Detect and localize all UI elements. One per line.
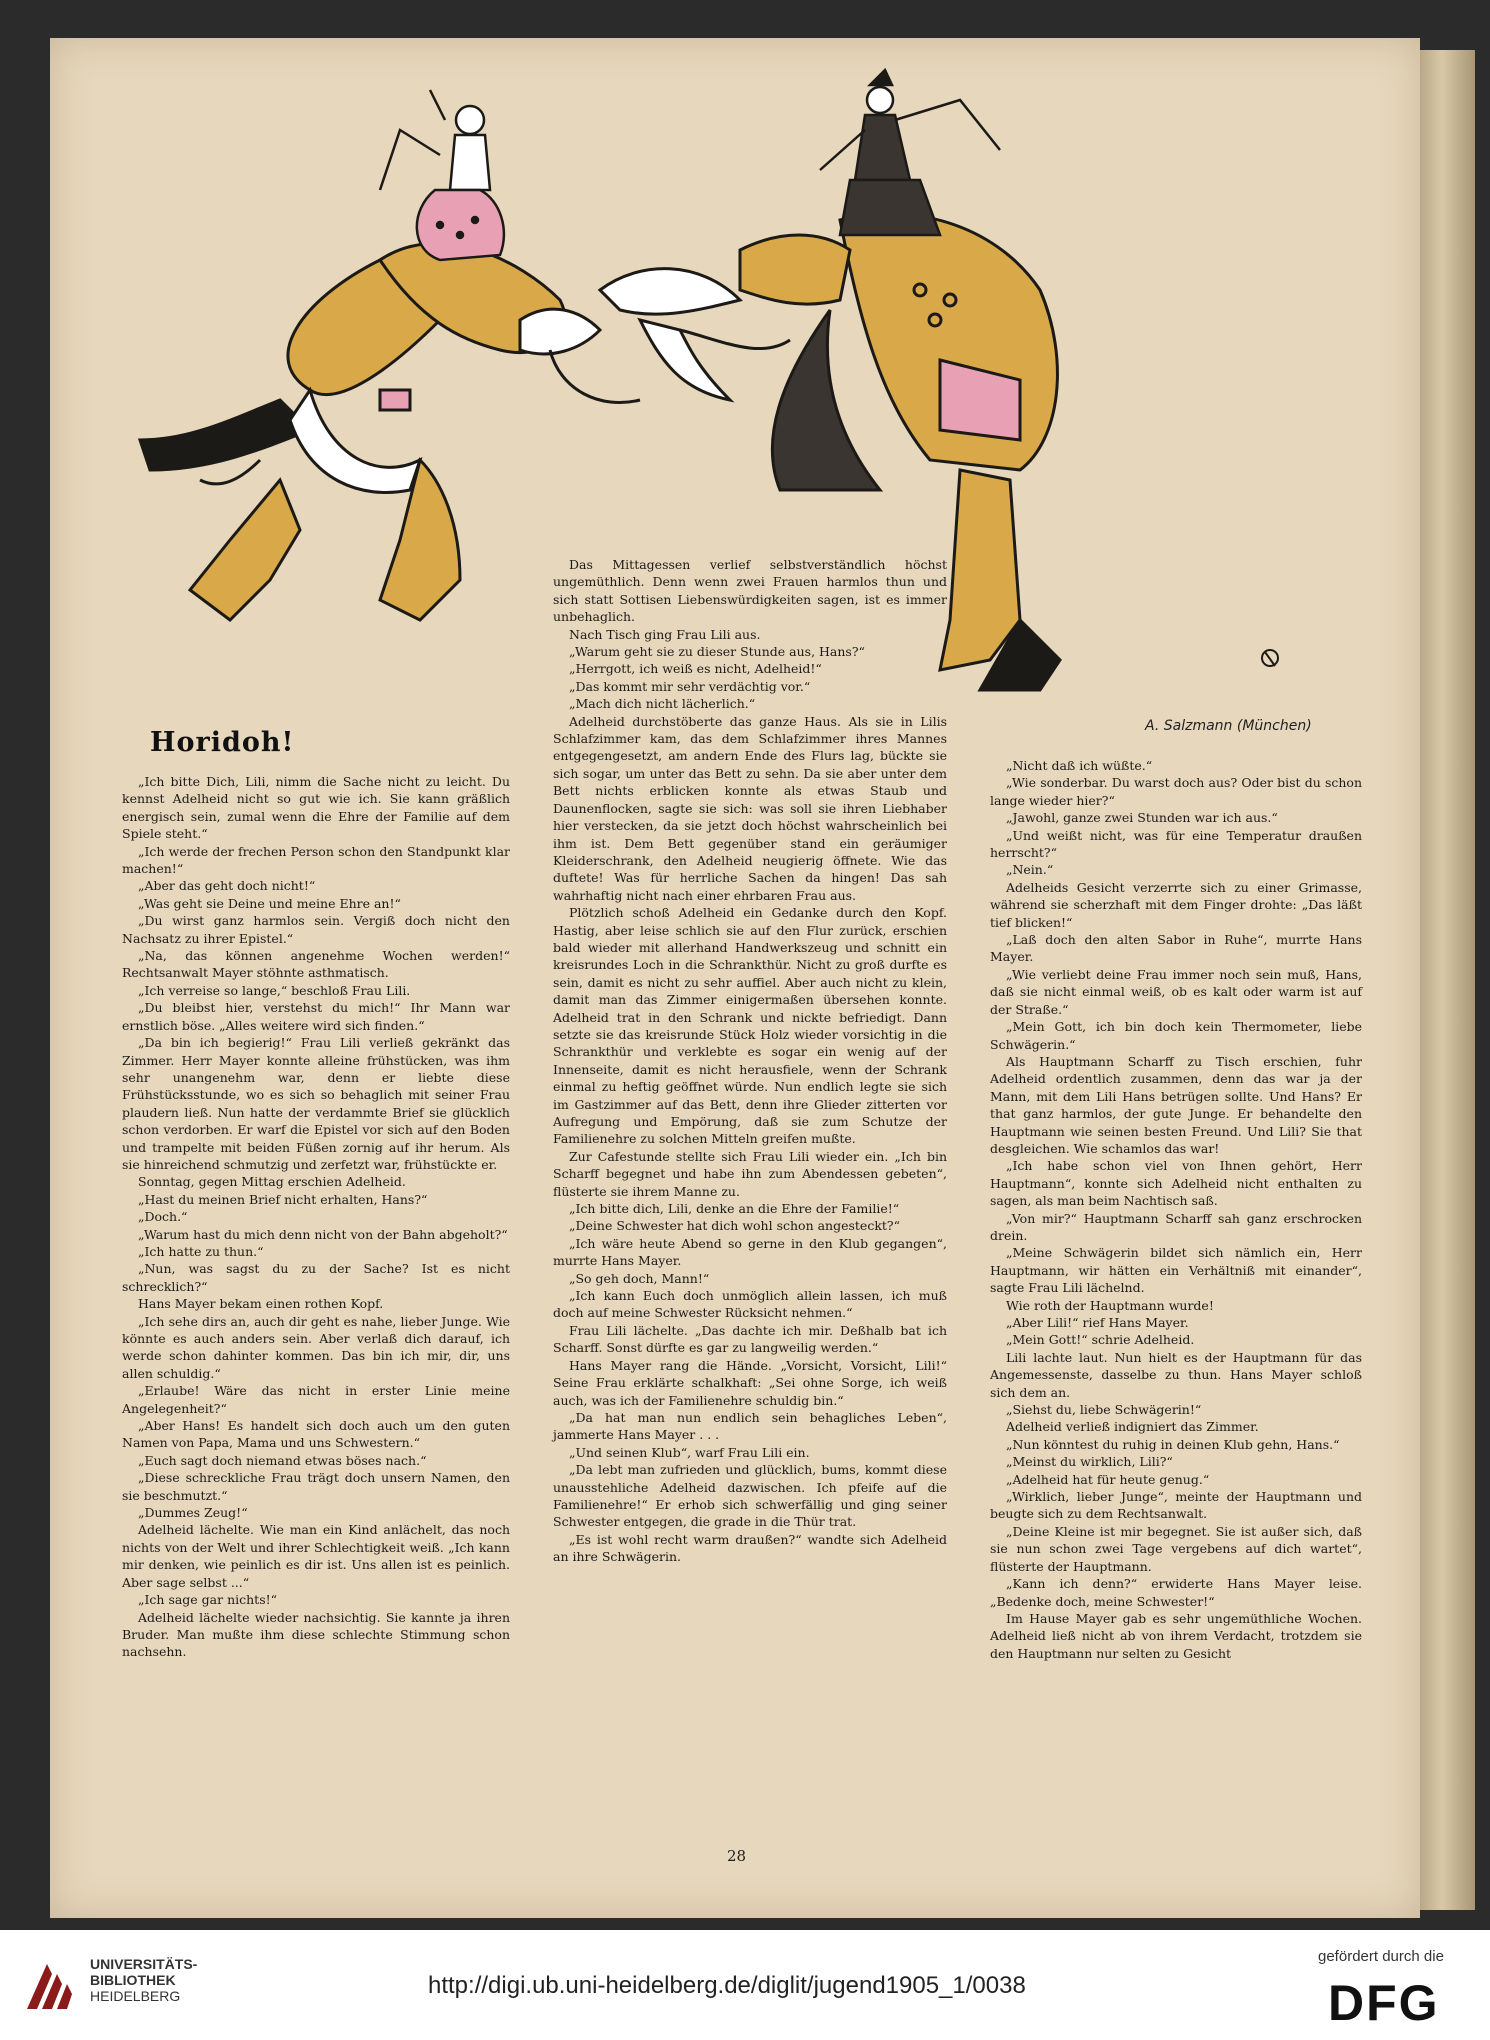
paragraph: „Nein.“ [1006, 862, 1054, 878]
paragraph: „Mein Gott, ich bin doch kein Thermometer, liebe Schwägerin.“ [990, 1019, 1362, 1052]
paragraph: „Adelheid hat für heute genug.“ [1006, 1471, 1210, 1487]
paragraph: „Deine Schwester hat dich wohl schon angesteckt?“ [569, 1218, 901, 1234]
paragraph: „Aber Lili!“ rief Hans Mayer. [1006, 1315, 1189, 1330]
paragraph: „Mach dich nicht lächerlich.“ [569, 696, 756, 712]
university-library-name [90, 1956, 197, 2004]
adjacent-page-edge [1420, 50, 1475, 1910]
paragraph: „Von mir?“ Hauptmann Scharff sah ganz erschrocken drein. [990, 1210, 1362, 1243]
paragraph: „Warum hast du mich denn nicht von der Bahn abgeholt?“ [138, 1226, 508, 1242]
paragraph: „Jawohl, ganze zwei Stunden war ich aus.“ [1006, 810, 1278, 826]
paragraph: „Nicht daß ich wüßte.“ [1006, 758, 1153, 773]
paragraph: Wie roth der Hauptmann wurde! [1006, 1297, 1214, 1313]
paragraph: „Da hat man nun endlich sein behagliches Leben“, jammerte Hans Mayer . . . [553, 1409, 947, 1443]
paragraph: „Laß doch den alten Sabor in Ruhe“, murrte Hans Mayer. [990, 932, 1362, 965]
paragraph: „Ich verreise so lange,“ beschloß Frau Lili. [138, 982, 411, 998]
left-male-figure [140, 243, 565, 620]
paragraph: „Und seinen Klub“, warf Frau Lili ein. [569, 1444, 810, 1460]
paragraph: Im Hause Mayer gab es sehr ungemüthliche Wochen. Adelheid ließ nicht ab von ihrem Verdacht, trotzdem sie den Hauptmann nur selten zu Gesicht [990, 1610, 1362, 1661]
paragraph: „Ich wäre heute Abend so gerne in den Klub gegangen“, murrte Hans Mayer. [553, 1235, 947, 1269]
paragraph: „Wie sonderbar. Du warst doch aus? Oder bist du schon lange wieder hier?“ [990, 775, 1362, 808]
dfg-logo: DFG [1328, 1975, 1440, 2031]
paragraph: Nach Tisch ging Frau Lili aus. [569, 626, 761, 642]
library-name-line-2: BIBLIOTHEK [90, 1972, 176, 1988]
paragraph: Das Mittagessen verlief selbstverständlich höchst ungemüthlich. Denn wenn zwei Frauen harmlos thun und sich statt Sottisen Liebenswürdigkeiten sagen, ist es immer unbehaglich. [553, 557, 947, 625]
paragraph: „So geh doch, Mann!“ [569, 1270, 710, 1286]
paragraph: „Kann ich denn?“ erwiderte Hans Mayer leise. „Bedenke doch, meine Schwester!“ [990, 1576, 1362, 1609]
paragraph: „Ich habe schon viel von Ihnen gehört, Herr Hauptmann“, konnte sich Adelheid nicht enthalten zu sagen, als man beim Nachtisch saß. [990, 1158, 1362, 1209]
funding-label: gefördert durch die [1318, 1948, 1444, 1965]
paragraph: „Ich kann Euch doch unmöglich allein lassen, ich muß doch auf meine Schwester Rücksicht nehmen.“ [553, 1288, 947, 1321]
paragraph: „Wie verliebt deine Frau immer noch sein muß, Hans, daß sie nicht einmal weiß, ob es kalt oder warm ist auf der Straße.“ [990, 966, 1362, 1017]
text-column-1 [122, 773, 510, 1661]
library-name-line-1: UNIVERSITÄTS- [90, 1956, 198, 1972]
paragraph: Plötzlich schoß Adelheid ein Gedanke durch den Kopf. Hastig, aber leise schlich sie auf den Flur zurück, erschien bald wieder mit allerhand Handwerkszeug und schnitt ein kreisrundes Loch in die Schrankthür. Nicht zu groß durfte es sein, damit es nicht zu sehr auffiel. Aber auch nicht zu klein, damit man das Zimmer einigermaßen übersehen konnte. Adelheid trat in den Schrank und nickte befriedigt. Dann setzte sie das kreisrunde Stück Holz wieder vorsichtig in die Schrankthür und verklebte es sogar ein wenig auf der Innenseite, damit es nicht herausfiele, wenn der Schrank einmal zu heftig geöffnet würde. Nun endlich legte sie sich im Gastzimmer auf das Bett, denn ihre Glieder zitterten vor Aufregung und Empörung, daß sie zum Schutze der Familienehre zu solchen Mitteln greifen mußte. [553, 905, 947, 1147]
article-title: Horidoh! [150, 727, 295, 758]
paragraph: „Dummes Zeug!“ [138, 1505, 248, 1521]
paragraph: Adelheid verließ indigniert das Zimmer. [1006, 1419, 1259, 1435]
university-library-logo-icon [22, 1954, 82, 2014]
paragraph: „Euch sagt doch niemand etwas böses nach.“ [138, 1452, 427, 1468]
paragraph: „Da bin ich begierig!“ Frau Lili verließ gekränkt das Zimmer. Herr Mayer konnte alleine frühstücken, was ihm sehr unangenehm war, denn er liebte diese Frühstücksstunde, wo es sich so behaglich mit seiner Frau plaudern ließ. Nun hatte der verdammte Brief sie glücklich schon verdorben. Er warf die Epistel vor sich auf den Boden und trampelte mit beiden Füßen zornig auf ihr herum. Als sie hinreichend schmutzig und zerfetzt war, frühstückte er. [122, 1035, 510, 1172]
digitization-footer [0, 1930, 1490, 2040]
paragraph: „Wirklich, lieber Junge“, meinte der Hauptmann und beugte sich zu dem Rechtsanwalt. [990, 1489, 1362, 1522]
paragraph: „Nun könntest du ruhig in deinen Klub gehn, Hans.“ [1006, 1436, 1340, 1452]
digitization-url[interactable]: http://digi.ub.uni-heidelberg.de/diglit/jugend1905_1/0038 [428, 1972, 1026, 1999]
paragraph: „Ich bitte Dich, Lili, nimm die Sache nicht zu leicht. Du kennst Adelheid nicht so gut wie ich. Sie kann gräßlich energisch sein, zumal wenn die Ehre der Familie auf dem Spiele steht.“ [122, 774, 510, 842]
paragraph: „Es ist wohl recht warm draußen?“ wandte sich Adelheid an ihre Schwägerin. [553, 1531, 947, 1565]
paragraph: „Diese schreckliche Frau trägt doch unsern Namen, den sie beschmutzt.“ [122, 1470, 510, 1503]
paragraph: „Siehst du, liebe Schwägerin!“ [1006, 1402, 1202, 1418]
paragraph: Adelheid durchstöberte das ganze Haus. Als sie in Lilis Schlafzimmer kam, das dem Schlafzimmer ihres Mannes entgegengesetzt, am andern Ende des Flurs lag, bückte sie sich sogar, um unter das Bett zu sehn. Da sie aber unter dem Bett nichts erblicken konnte als etwas Staub und Daunenflocken, sagte sie sich: was soll sie ihren Liebhaber hier verstecken, da sie jetzt doch höchst wahrscheinlich bei ihm ist. Dem Bett gegenüber stand ein geräumiger Kleiderschrank, den Adelheid neugierig öffnete. Wie das duftete! Was für herrliche Sachen da hingen! Das sah wahrhaftig nicht nach einer ehrbaren Frau aus. [553, 713, 947, 903]
paragraph: „Na, das können angenehme Wochen werden!“ Rechtsanwalt Mayer stöhnte asthmatisch. [122, 948, 510, 981]
right-female-figure [820, 70, 1000, 235]
left-female-figure [380, 90, 504, 260]
paragraph: „Ich sage gar nichts!“ [138, 1592, 278, 1608]
paragraph: „Deine Kleine ist mir begegnet. Sie ist außer sich, daß sie nun schon zwei Tage vergebens auf dich wartet“, flüsterte der Hauptmann. [990, 1523, 1362, 1574]
paragraph: „Hast du meinen Brief nicht erhalten, Hans?“ [138, 1191, 428, 1207]
paragraph: „Ich hatte zu thun.“ [138, 1243, 264, 1259]
paragraph: „Aber das geht doch nicht!“ [138, 878, 316, 894]
paragraph: Adelheid lächelte wieder nachsichtig. Sie kannte ja ihren Bruder. Man mußte ihm diese schlechte Stimmung schon nachsehn. [122, 1609, 510, 1660]
paragraph: Lili lachte laut. Nun hielt es der Hauptmann für das Angemessenste, dasselbe zu thun. Hans Mayer schloß sich dem an. [990, 1349, 1362, 1400]
paragraph: „Meinst du wirklich, Lili?“ [1006, 1454, 1173, 1470]
page-number: 28 [727, 1847, 747, 1865]
paragraph: „Aber Hans! Es handelt sich doch auch um den guten Namen von Papa, Mama und uns Schwestern.“ [122, 1418, 510, 1451]
paragraph: „Erlaube! Wäre das nicht in erster Linie meine Angelegenheit?“ [122, 1383, 510, 1416]
paragraph: „Und weißt nicht, was für eine Temperatur draußen herrscht?“ [990, 827, 1362, 861]
paragraph: „Du bleibst hier, verstehst du mich!“ Ihr Mann war ernstlich böse. „Alles weitere wird sich finden.“ [122, 1000, 510, 1033]
text-column-2 [553, 556, 947, 1566]
paragraph: „Du wirst ganz harmlos sein. Vergiß doch nicht den Nachsatz zu ihrer Epistel.“ [122, 913, 510, 946]
paragraph: „Ich werde der frechen Person schon den Standpunkt klar machen!“ [122, 843, 510, 877]
paragraph: „Ich bitte dich, Lili, denke an die Ehre der Familie!“ [569, 1201, 900, 1217]
text-column-3 [990, 757, 1362, 1662]
paragraph: Zur Cafestunde stellte sich Frau Lili wieder ein. „Ich bin Scharff begegnet und habe ihn zum Abendessen gebeten“, flüsterte sie ihrem Manne zu. [553, 1148, 947, 1199]
paragraph: „Was geht sie Deine und meine Ehre an!“ [138, 895, 401, 911]
paragraph: „Doch.“ [138, 1209, 188, 1225]
paragraph: „Das kommt mir sehr verdächtig vor.“ [569, 678, 811, 694]
paragraph: Hans Mayer bekam einen rothen Kopf. [138, 1296, 384, 1312]
paragraph: „Herrgott, ich weiß es nicht, Adelheid!“ [569, 661, 822, 677]
paragraph: Adelheid lächelte. Wie man ein Kind anlächelt, das noch nichts von der Welt und ihrer Schlechtigkeit weiß. „Ich kann mir denken, wie peinlich es dir ist. Uns allen ist es peinlich. Aber sage selbst ...“ [122, 1522, 510, 1590]
paragraph: Adelheids Gesicht verzerrte sich zu einer Grimasse, während sie scherzhaft mit dem Finger drohte: „Das läßt tief blicken!“ [990, 879, 1362, 930]
paragraph: „Warum geht sie zu dieser Stunde aus, Hans?“ [569, 644, 865, 660]
paragraph: Sonntag, gegen Mittag erschien Adelheid. [138, 1174, 406, 1190]
paragraph: Als Hauptmann Scharff zu Tisch erschien, fuhr Adelheid ordentlich zusammen, denn das war ja der Mann, mit dem Lili Hans betrügen sollte. Und Hans? Er that ganz harmlos, der gute Junge. Er behandelte den Hauptmann wie seinen besten Freund. Und Lili? Sie that desgleichen. Wie schamlos das war! [990, 1053, 1362, 1156]
artist-credit: A. Salzmann (München) [1145, 718, 1312, 734]
paragraph: Frau Lili lächelte. „Das dachte ich mir. Deßhalb bat ich Scharff. Sonst dürfte es gar zu langweilig werden.“ [553, 1322, 947, 1356]
paragraph: „Ich sehe dirs an, auch dir geht es nahe, lieber Junge. Wie könnte es auch anders sein. Aber verlaß dich darauf, ich werde schon dahinter kommen. Das bin ich mir, dir, uns allen schuldig.“ [122, 1313, 510, 1381]
paragraph: „Nun, was sagst du zu der Sache? Ist es nicht schrecklich?“ [122, 1261, 510, 1294]
paragraph: Hans Mayer rang die Hände. „Vorsicht, Vorsicht, Lili!“ Seine Frau erklärte schalkhaft: „Sei ohne Sorge, ich weiß auch, was ich der Familienehre schuldig bin.“ [553, 1357, 947, 1408]
paragraph: „Meine Schwägerin bildet sich nämlich ein, Herr Hauptmann, wir hätten ein Verhältniß mit einander“, sagte Frau Lili lächelnd. [990, 1245, 1362, 1296]
artist-monogram [1262, 650, 1278, 666]
paragraph: „Mein Gott!“ schrie Adelheid. [1006, 1332, 1195, 1348]
library-name-line-3: HEIDELBERG [90, 1988, 181, 2004]
paragraph: „Da lebt man zufrieden und glücklich, bums, kommt diese unausstehliche Adelheid dazwischen. Ich pfeife auf die Familienehre!“ Er erhob sich schwerfällig und ging seiner Schwester entgegen, die grade in die Thür trat. [553, 1462, 947, 1530]
